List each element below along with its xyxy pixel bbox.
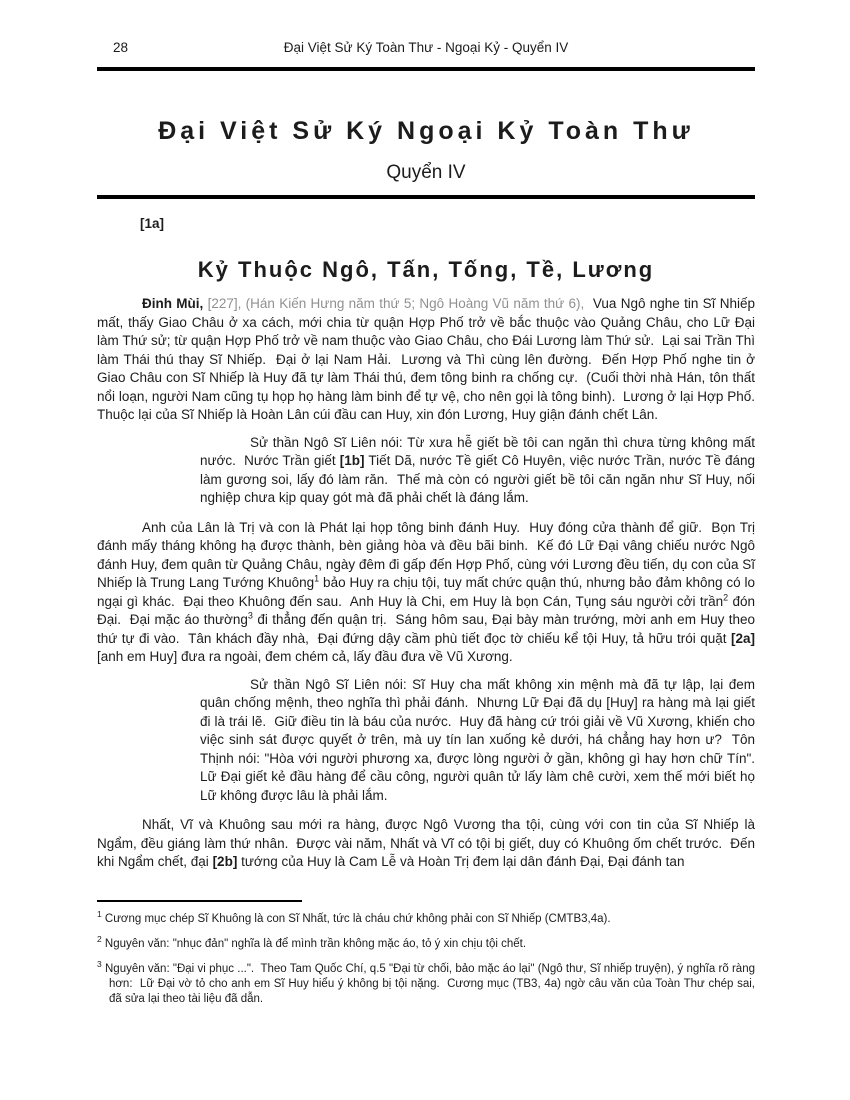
text-run: Nhất, Vĩ và Khuông sau mới ra hàng, được Ngô Vương tha tội, cùng với con tin của Sĩ Nhiếp là Ngẩm, đều giáng làm thứ nhân. Được vài năm, Nhất và Vĩ có tội bị giết, duy có Khuông ốm chết trước. Đến khi Ngẩm chết, đại — [97, 817, 759, 869]
text-run: Sử thần Ngô Sĩ Liên nói: Từ xưa hễ giết bề tôi can ngăn thì chưa từng không mất nước. Nước Trần giết — [200, 434, 759, 468]
text-run: Anh của Lân là Trị và con là Phát lại họp tông binh đánh Huy. Huy đóng cửa thành để giữ. Bọn Trị đánh mấy tháng không hạ được thành, bèn giảng hòa và đều bãi binh. Kế đó Lữ Đại vâng chiếu nước Ngô đánh Huy, đem quân từ Quảng Châu, ngày đêm đi gấp đến Hợp Phố, cùng với Lương đều tiến, dụ con của Sĩ Nhiếp là Trung Lang Tướng Khuông — [97, 519, 759, 590]
book-title: Đại Việt Sử Ký Ngoại Kỷ Toàn Thư — [158, 117, 694, 145]
text-run: đón Đại. Đại mặc áo thường — [97, 593, 759, 627]
running-header — [97, 40, 755, 60]
footnote-rule — [97, 900, 302, 902]
folio-marker: [1a] — [140, 216, 165, 231]
footnote: $^3$ Nguyên văn: "Đại vi phục ...". Theo Tam Quốc Chí, q.5 "Đại từ chối, bảo mặc áo lại" (Ngô thư, Sĩ nhiếp truyện), ý nghĩa rõ ràng hơn: Lữ Đại vờ tỏ cho anh em Sĩ Huy hiểu ý không bị tội nặng. Cương mục (TB3, 4a) ngờ câu văn của Toàn Thư chép sai, đã sửa lại theo tài liệu đã dẫn. — [97, 958, 759, 1005]
text-run: tướng của Huy là Cam Lễ và Hoàn Trị đem lại dân đánh Đại, Đại đánh tan — [237, 854, 685, 869]
title-rule — [97, 195, 755, 199]
footnote-ref: 3 — [247, 610, 253, 621]
paragraphs-container — [97, 295, 763, 872]
footnote: $^1$ Cương mục chép Sĩ Khuông là con Sĩ Nhất, tức là cháu chứ không phải con Sĩ Nhiếp (CMTB3,4a). — [97, 908, 611, 925]
commentary-quote — [200, 434, 759, 508]
footnotes-container — [97, 908, 759, 1007]
bold-text: Đinh Mùi, — [142, 296, 208, 311]
footnote-marker: 2 — [97, 933, 102, 944]
footnote-ref: 2 — [723, 592, 729, 602]
text-run: đi thẳng đến quận trị. Sáng hôm sau, Đại bày màn trướng, mời anh em Huy theo thứ tự đi vào. Tân khách đầy nhà, Đại đứng dậy cầm phù tiết đọc tờ chiếu kể tội Huy, tả hữu trói quặt — [97, 612, 759, 646]
page-number: 28 — [113, 40, 129, 55]
commentary-quote — [200, 676, 763, 806]
bold-text: [2a] — [730, 630, 755, 646]
volume-title: Quyển IV — [386, 162, 466, 183]
text-run: Vua Ngô nghe tin Sĩ Nhiếp mất, thấy Giao Châu ở xa cách, mới chia từ quận Hợp Phố trở về bắc thuộc vào Quảng Châu, cho Lữ Đại làm Thứ sử; từ quận Hợp Phố trở về nam thuộc vào Giao Châu, cho Đái Lương làm Thứ sử. Lại sai Trần Thì làm Thái thú thay Sĩ Nhiếp. Đại ở lại Nam Hải. Lương và Thì cùng lên đường. Đến Hợp Phố nghe tin ở Giao Châu con Sĩ Nhiếp là Huy đã tự làm Thái thú, đem tông binh ra chống cự. (Cuối thời nhà Hán, tôn thất nổi loạn, người Nam cũng tụ họp họ hàng làm binh để tự vệ, cho nên gọi là tông binh). Lương ở lại Hợp Phố. Thuộc lại của Sĩ Nhiếp là Hoàn Lân cúi đầu can Huy, xin đón Lương, Huy giận đánh chết Lân. — [97, 296, 763, 422]
footnote-ref: 1 — [314, 573, 320, 584]
text-run: bảo Huy ra chịu tội, tuy mất chức quận thú, nhưng bảo đảm không có lo ngại gì khác. Đại theo Khuông đến sau. Anh Huy là Chi, em Huy là bọn Cán, Tụng sáu người cởi trần — [97, 575, 759, 609]
bold-text: [2b] — [212, 854, 238, 869]
body-paragraph — [97, 519, 759, 667]
body-paragraph — [97, 816, 759, 872]
text-run: [anh em Huy] đưa ra ngoài, đem chém cả, lấy đầu đưa về Vũ Xương. — [97, 630, 759, 664]
running-title: Đại Việt Sử Ký Toàn Thư - Ngoại Kỷ - Quyển IV — [283, 40, 569, 55]
footnote-marker: 3 — [97, 958, 102, 969]
section-heading: Kỷ Thuộc Ngô, Tấn, Tống, Tề, Lương — [197, 257, 655, 282]
footnote: $^2$ Nguyên văn: "nhục đản" nghĩa là để mình trần không mặc áo, tỏ ý xin chịu tội chết. — [97, 933, 527, 950]
footnote-marker: 1 — [97, 908, 102, 919]
header-rule — [97, 67, 755, 71]
text-run: Tiết Dã, nước Tề giết Cô Huyên, việc nước Trần, nước Tề đáng làm gương soi, lấy đó làm răn. Thế mà còn có người giết bề tôi căn ngăn như Sĩ Huy, nối nghiệp chưa kịp quay gót mà đã phải chết là đáng lắm. — [200, 453, 759, 505]
text-run: Sử thần Ngô Sĩ Liên nói: Sĩ Huy cha mất không xin mệnh mà đã tự lập, lại đem quân chống mệnh, theo nghĩa thì phải đánh. Nhưng Lữ Đại đã dụ [Huy] ra hàng mà lại giết đi là trái lẽ. Giữ điều tin là báu của nước. Huy đã hàng cứ trói giải về Vũ Xương, khiến cho việc sinh sát được quyết ở trên, mà uy tín lan xuống kẻ dưới, há chẳng hay hơn ư? Tôn Thịnh nói: "Hòa với người phương xa, được lòng người ở gần, không gì hay hơn chữ Tín". Lữ Đại giết kẻ đầu hàng để cầu công, người quân tử lấy làm chê cười, xem thế mới biết họ Lữ không được lâu là phải lắm. — [200, 676, 763, 803]
body-paragraph — [97, 295, 763, 425]
bold-text: [1b] — [339, 453, 365, 468]
date-annotation: [227], (Hán Kiến Hưng năm thứ 5; Ngô Hoàng Vũ năm thứ 6), — [207, 296, 585, 311]
